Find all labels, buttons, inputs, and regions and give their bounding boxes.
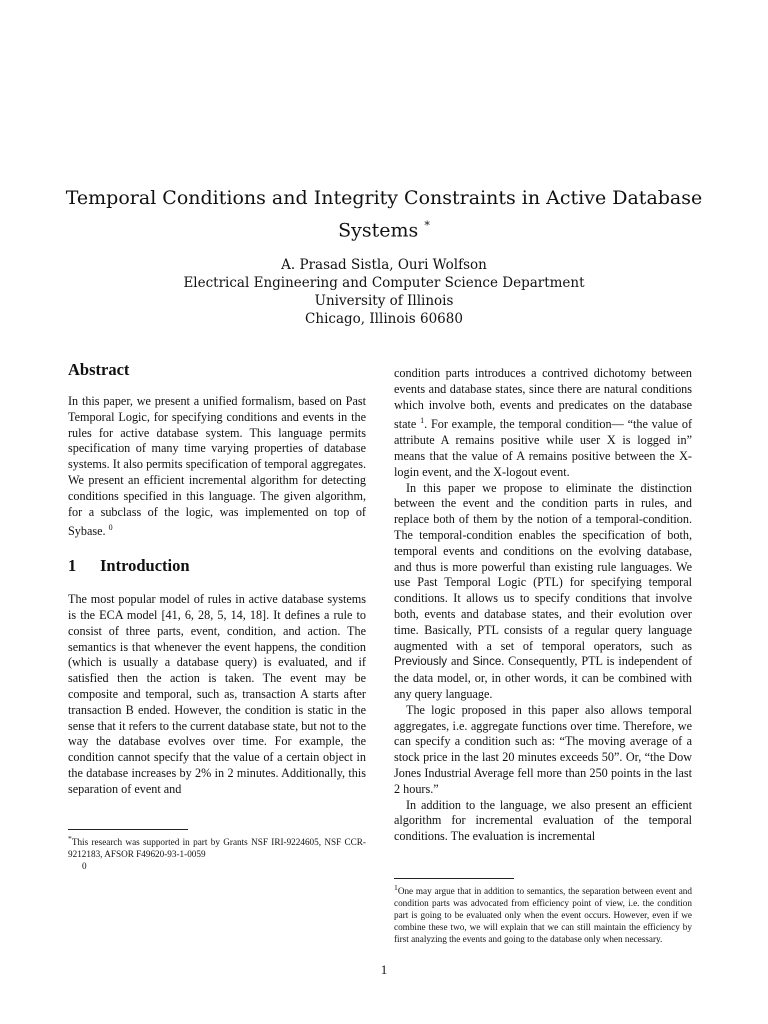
left-footnote-text: This research was supported in part by Grants NSF IRI-9224605, NSF CCR-9212183, AFSOR F49620-93-1-0059 xyxy=(68,837,366,860)
left-footnote-rule xyxy=(68,829,188,830)
author-block xyxy=(60,256,708,328)
author-names: A. Prasad Sistla, Ouri Wolfson xyxy=(281,257,487,273)
abstract-text xyxy=(68,394,366,540)
and-word: and xyxy=(450,654,469,669)
abstract-marker: 0 xyxy=(108,523,113,533)
right-footnote-rule xyxy=(394,878,514,879)
abstract-body: In this paper, we present a unified formalism, based on Past Temporal Logic, for specifying conditions and events in the rules for active database system. This language permits specification of many time varying properties of database systems. It also permits specification of temporal aggregates. We present an efficient incremental algorithm for detecting conditions specified in this language. The given algorithm, for a subclass of the logic, was implemented on top of Sybase. xyxy=(68,394,366,539)
left-footnote xyxy=(68,833,366,872)
introduction-paragraph-1: The most popular model of rules in active database systems is the ECA model [41, 6, 28, 5, 14, 18]. It defines a rule to consist of three parts, event, condition, and action. The semantics is that whenever the event happens, the condition (which is usually a database query) is evaluated, and if satisfied then the action is taken. The event may be composite and temporal, such as, transaction A starts after transaction B ended. However, the condition is static in the sense that it refers to the current database state, but not to the way the database evolves over time. For example, the condition cannot specify that the value of a certain object in the database increases by 2% in 2 minutes. Additionally, this separation of event and xyxy=(68,592,366,796)
title-footnote-marker: * xyxy=(424,219,430,232)
right-paragraph-1b: . For example, the temporal condition— “the value of attribute A remains positive while user X is logged in” means that the value of A remains positive between the X-login event, and the X-logout event. xyxy=(394,417,692,479)
right-footnote-marker: 1 xyxy=(394,883,398,892)
right-paragraph-4: In addition to the language, we also present an efficient algorithm for incremental evaluation of the temporal conditions. The evaluation is incremental xyxy=(394,797,692,844)
right-paragraph-1a: condition parts introduces a contrived dichotomy between events and database states, since there are natural conditions which involve both, events and predicates on the database state xyxy=(394,366,692,432)
left-footnote-zero: 0 xyxy=(82,861,87,872)
right-footnote-text: One may argue that in addition to semantics, the separation between event and condition parts was advocated from efficiency point of view, i.e. the condition part is going to be evaluated only when the event occurs. However, even if we combine these two, we will explain that we can still maintain the efficiency by first analyzing the events and going to the database only when necessary. xyxy=(394,886,692,945)
left-footnote-marker: * xyxy=(68,834,72,843)
operator-since: Since xyxy=(472,656,502,669)
left-column xyxy=(68,360,366,798)
footnote-ref-1: 1 xyxy=(420,416,425,426)
page-number: 1 xyxy=(380,962,388,977)
section-number: 1 xyxy=(68,556,77,576)
author-university: University of Illinois xyxy=(314,293,454,309)
author-address: Chicago, Illinois 60680 xyxy=(305,311,463,327)
author-department: Electrical Engineering and Computer Science Department xyxy=(183,275,585,291)
abstract-heading: Abstract xyxy=(68,360,130,379)
operator-previously: Previously xyxy=(394,656,448,669)
right-paragraph-1 xyxy=(394,366,692,481)
right-paragraph-2a: In this paper we propose to eliminate the distinction between the event and the condition parts in rules, and replace both of them by the notion of a temporal-condition. The temporal-condition enables the specification of both, temporal events and conditions on the evolving database, and thus is more powerful than existing rule languages. We use Past Temporal Logic (PTL) for specifying temporal conditions. It allows us to specify conditions that involve both, events and database states, and their evolution over time. Basically, PTL consists of a regular query language augmented with a set of temporal operators, such as xyxy=(394,480,692,653)
right-paragraph-3: The logic proposed in this paper also allows temporal aggregates, i.e. aggregate functions over time. Therefore, we can specify a condition such as: “The moving average of a stock price in the last 20 minutes exceeds 50”. Or, “the Dow Jones Industrial Average fell more than 250 points in the last 2 hours.” xyxy=(394,702,692,796)
title-line-2: Systems xyxy=(338,219,419,242)
title-line-1: Temporal Conditions and Integrity Constraints in Active Database xyxy=(65,187,703,209)
paper-title xyxy=(60,185,708,244)
right-paragraph-2 xyxy=(394,481,692,703)
right-paragraph-2b: . Consequently, PTL is independent of the data model, or, in other words, it can be combined with any query language. xyxy=(394,654,693,701)
right-footnote xyxy=(394,882,692,945)
introduction-heading xyxy=(68,556,366,576)
right-column xyxy=(394,366,692,845)
section-title: Introduction xyxy=(100,556,190,576)
